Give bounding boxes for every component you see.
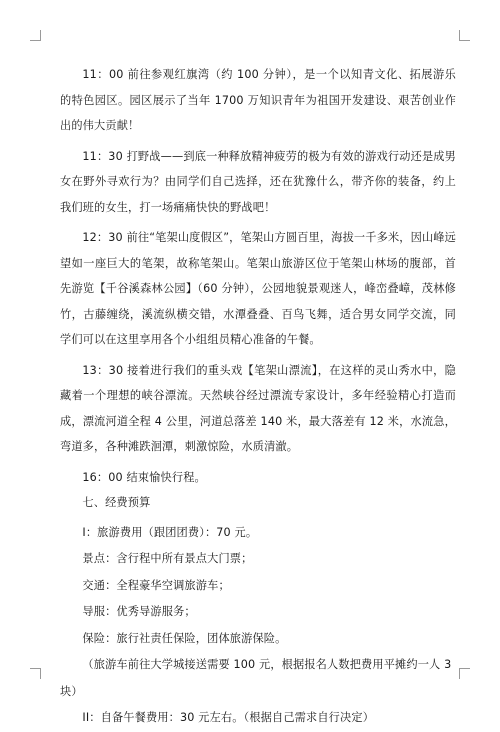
crop-mark-bottom-right bbox=[459, 668, 470, 679]
crop-mark-top-left bbox=[30, 30, 41, 41]
section-title-budget: 七、经费预算 bbox=[82, 496, 151, 509]
document-body bbox=[60, 62, 456, 732]
paragraph-1600-end: 16：00 结束愉快行程。 bbox=[82, 470, 206, 484]
budget-item-transport: 交通：全程豪华空调旅游车； bbox=[82, 578, 230, 592]
budget-item-guide: 导服：优秀导游服务； bbox=[82, 605, 196, 618]
crop-mark-top-right bbox=[459, 30, 470, 41]
budget-item-bus-note: （旅游车前往大学城接送需要 100 元，根据报名人数把费用平摊约一人 3 块） bbox=[60, 658, 452, 698]
paragraph-1330-rafting: 13：30 接着进行我们的重头戏【笔架山漂流】，在这样的灵山秀水中，隐藏着一个理想的峡谷漂流。天然峡谷经过漂流专家设计，多年经验精心打造而成，漂流河道全程 4 公里，河道总落差 140 米，最大落差有 12 米，水流急，弯道多，各种滩跌洄潭，刺激惊险，水质清澈。 bbox=[60, 363, 456, 453]
paragraph-1230-bijiashan: 12：30 前往“笔架山度假区”，笔架山方圆百里，海拔一千多米，因山峰远望如一座巨大的笔架，故称笔架山。笔架山旅游区位于笔架山林场的腹部，首先游览【千谷溪森林公园】（60 分钟），公园地貌景观迷人，峰峦叠嶂，茂林修竹，古藤缠绕，溪流纵横交错，水潭叠叠、百鸟飞舞，适合男女同学交流，同学们可以在这里享用各个小组组员精心准备的午餐。 bbox=[60, 231, 456, 346]
paragraph-1130-field-game: 11：30 打野战——到底一种释放精神疲劳的极为有效的游戏行动还是成男女在野外寻欢行为？由同学们自己选择，还在犹豫什么，带齐你的装备，约上我们班的女生，打一场痛痛快快的野战吧！ bbox=[60, 149, 456, 214]
budget-item-attractions: 景点：含行程中所有景点大门票； bbox=[82, 552, 253, 565]
paragraph-1100-hongqiwan: 11：00 前往参观红旗湾（约 100 分钟），是一个以知青文化、拓展游乐的特色园区。园区展示了当年 1700 万知识青年为祖国开发建设、艰苦创业作出的伟大贡献！ bbox=[60, 68, 456, 132]
budget-item-lunch: II：自备午餐费用：30 元左右。（根据自己需求自行决定） bbox=[82, 711, 375, 724]
crop-mark-bottom-left bbox=[30, 668, 41, 679]
budget-item-tour-fee: I：旅游费用（跟团团费）：70 元。 bbox=[82, 525, 258, 539]
budget-item-insurance: 保险：旅行社责任保险，团体旅游保险。 bbox=[82, 631, 287, 645]
